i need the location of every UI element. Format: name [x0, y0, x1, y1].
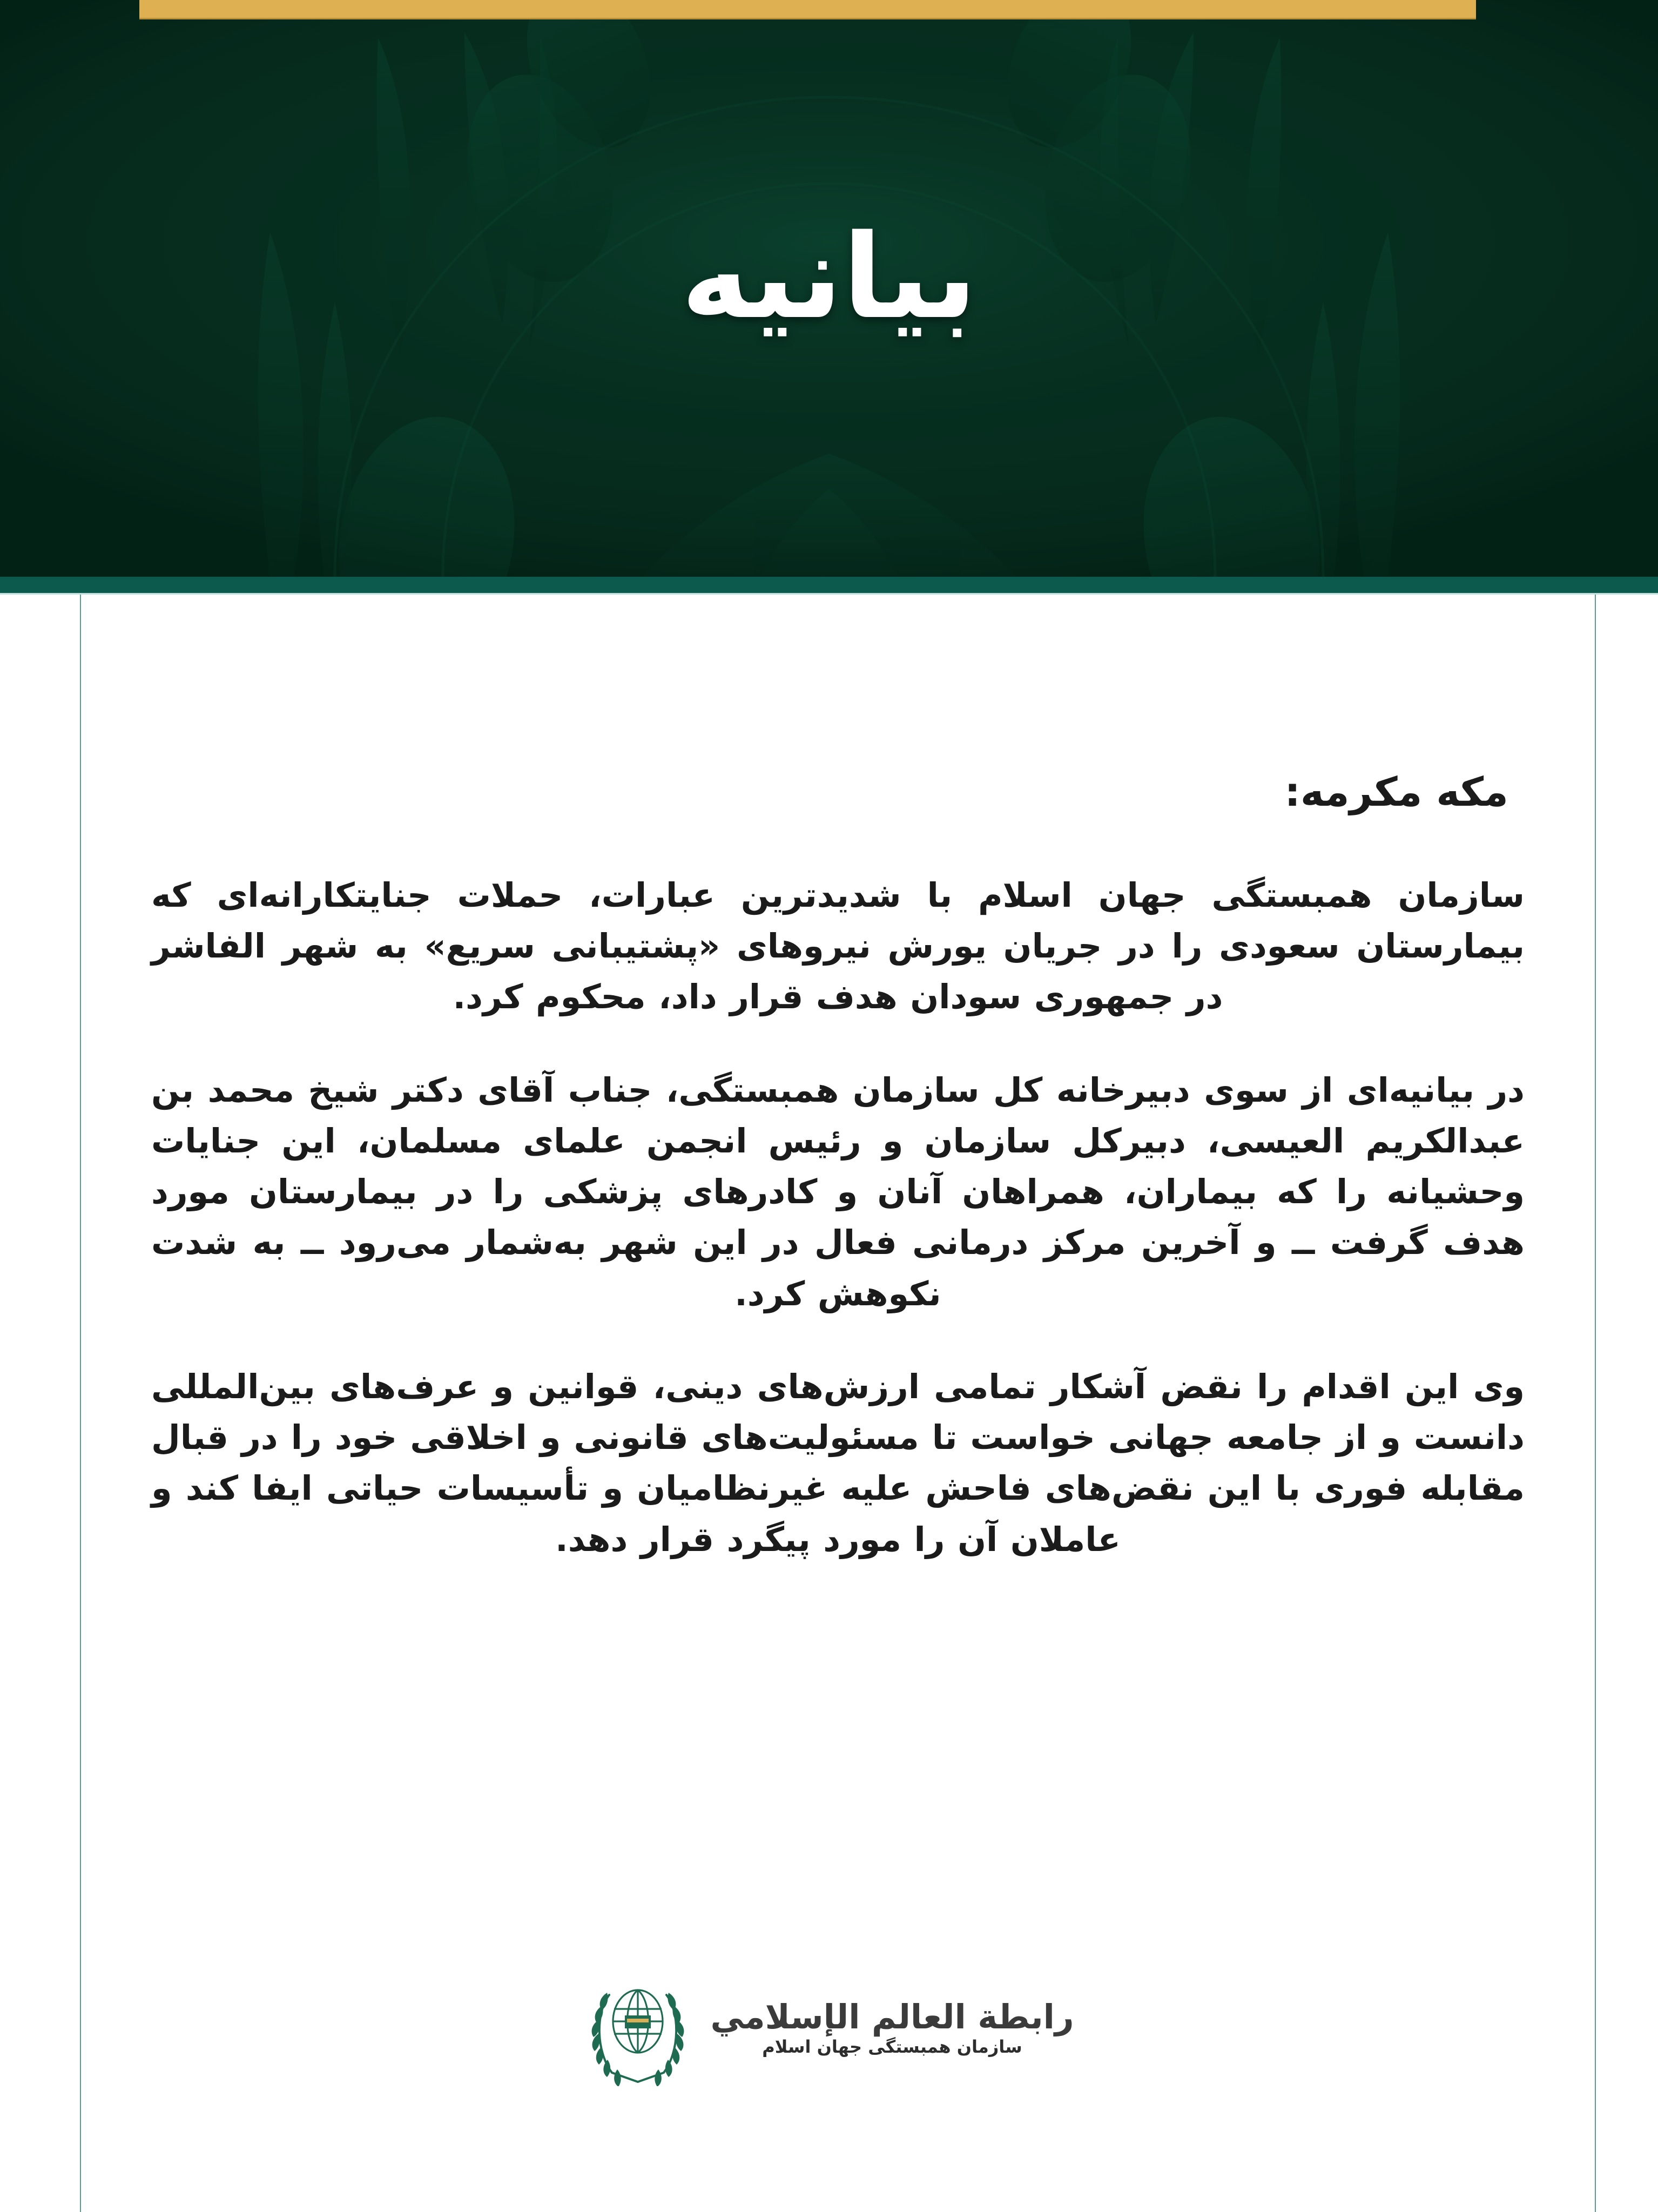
paragraph-list: [151, 870, 1525, 1565]
salutation: مکه مکرمه:: [1284, 769, 1508, 815]
gold-accent-bar: [139, 0, 1476, 19]
page-title-text: بیانیه: [680, 208, 978, 345]
logo-wordmark: [710, 1999, 1074, 2056]
logo-persian-name: سازمان همبستگی جهان اسلام: [762, 2036, 1022, 2058]
statement-paragraph: وی این اقدام را نقض آشکار تمامی ارزش‌های دینی، قوانین و عرف‌های بین‌المللی دانست و از جامعه جهانی خواست تا مسئولیت‌های قانونی و اخلاقی خود را در قبال مقابله فوری با این نقض‌های فاحش علیه غیرنظامیان و تأسیسات حیاتی ایفا کند و عاملان آن را مورد پیگرد قرار دهد.: [151, 1366, 1525, 1559]
statement-paragraph: سازمان همبستگی جهان اسلام با شدیدترین عبارات، حملات جنایتکارانه‌ای که بیمارستان سعودی را در جریان یورش نیروهای «پشتیبانی سریع» به شهر الفاشر در جمهوری سودان هدف قرار داد، محکوم کرد.: [151, 875, 1525, 1017]
page-title: [0, 0, 1658, 577]
organization-logo: [0, 1970, 1658, 2086]
statement-paragraph: در بیانیه‌ای از سوی دبیرخانه کل سازمان همبستگی، جناب آقای دکتر شیخ محمد بن عبدالکریم العیسی، دبیرکل سازمان و رئیس انجمن علمای مسلمان، این جنایات وحشیانه را که بیماران، همراهان آنان و کادرهای پزشکی را در بیمارستان مورد هدف گرفت ــ و آخرین مرکز درمانی فعال در این شهر به‌شمار می‌رود ــ به شدت نکوهش کرد.: [151, 1070, 1525, 1313]
right-margin-rule: [1595, 595, 1596, 2212]
globe-with-laurel-wreath-icon: [584, 1970, 692, 2086]
statement-body: [81, 595, 1595, 2212]
header-divider-band: [0, 577, 1658, 593]
logo-arabic-name: رابطة العالم الإسلامي: [710, 1997, 1074, 2037]
page-header: [0, 0, 1658, 577]
